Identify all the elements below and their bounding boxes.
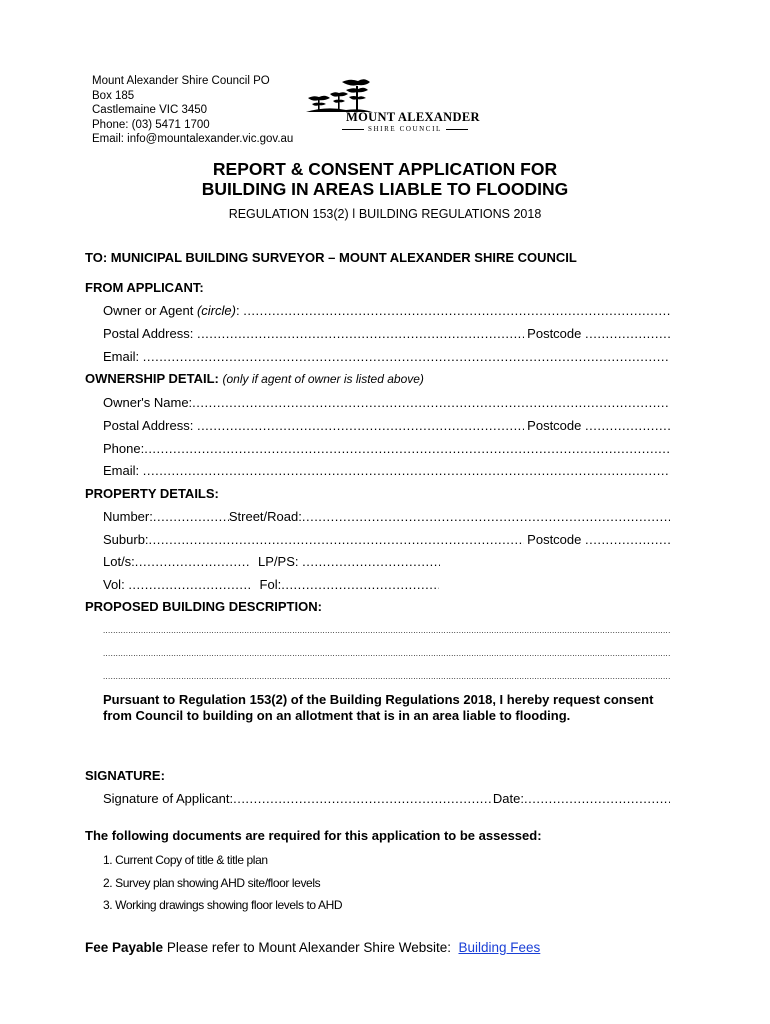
owner-phone-field[interactable] bbox=[103, 441, 670, 456]
postcode-fill-line[interactable] bbox=[585, 418, 670, 433]
owner-agent-label: Owner or Agent bbox=[103, 303, 194, 318]
fill-line[interactable] bbox=[144, 441, 670, 456]
address-line: Box 185 bbox=[92, 89, 135, 102]
lots-label: Lot/s: bbox=[103, 554, 135, 569]
postal-address-label: Postal Address: bbox=[103, 418, 194, 433]
fill-line[interactable] bbox=[143, 463, 670, 478]
owner-name-field[interactable] bbox=[103, 395, 670, 410]
email-label: Email: bbox=[103, 349, 140, 364]
fill-line[interactable] bbox=[302, 509, 670, 524]
signature-date-field[interactable] bbox=[103, 791, 670, 806]
owner-agent-note: (circle) bbox=[196, 303, 236, 318]
logo-name: MOUNT ALEXANDER bbox=[346, 110, 480, 124]
owner-or-agent-field[interactable] bbox=[103, 303, 670, 318]
building-fees-link[interactable]: Building Fees bbox=[458, 940, 541, 955]
ownership-detail-heading bbox=[85, 371, 424, 386]
fill-line[interactable] bbox=[197, 326, 524, 341]
applicant-email-field[interactable] bbox=[103, 349, 670, 364]
council-logo bbox=[306, 76, 484, 138]
postcode-fill-line[interactable] bbox=[585, 532, 670, 547]
fee-label: Fee Payable bbox=[85, 940, 164, 955]
to-surveyor-line: TO: MUNICIPAL BUILDING SURVEYOR – MOUNT ALEXANDER SHIRE COUNCIL bbox=[85, 250, 577, 265]
documents-heading: The following documents are required for this application to be assessed: bbox=[85, 828, 542, 843]
page-title-line1: REPORT & CONSENT APPLICATION FOR bbox=[212, 159, 558, 179]
fill-line[interactable] bbox=[197, 418, 524, 433]
lots-fill-line[interactable] bbox=[135, 554, 251, 569]
property-lot-field[interactable] bbox=[103, 554, 440, 569]
page-title-line2: BUILDING IN AREAS LIABLE TO FLOODING bbox=[201, 179, 569, 199]
fol-fill-line[interactable] bbox=[281, 577, 439, 592]
address-line: Mount Alexander Shire Council PO bbox=[92, 75, 270, 87]
postal-address-label: Postal Address: bbox=[103, 326, 194, 341]
description-fill-line[interactable] bbox=[103, 672, 670, 682]
fill-line[interactable] bbox=[149, 532, 524, 547]
document-item: 3. Working drawings showing floor levels to AHD bbox=[103, 898, 343, 912]
email-label: Email: bbox=[103, 463, 140, 478]
property-details-heading: PROPERTY DETAILS: bbox=[85, 486, 219, 501]
postcode-label: Postcode bbox=[527, 532, 582, 547]
date-fill-line[interactable] bbox=[524, 791, 670, 806]
suburb-label: Suburb: bbox=[103, 532, 149, 547]
vol-label: Vol: bbox=[103, 577, 125, 592]
address-line: Email: info@mountalexander.vic.gov.au bbox=[92, 133, 294, 145]
logo-subtitle: SHIRE COUNCIL bbox=[338, 125, 472, 133]
fee-payable-line bbox=[85, 940, 540, 955]
owner-postal-field[interactable] bbox=[103, 418, 670, 433]
owner-agent-colon: : bbox=[235, 303, 240, 318]
applicant-postal-field[interactable] bbox=[103, 326, 670, 341]
owner-name-label: Owner's Name: bbox=[103, 395, 193, 410]
fill-line[interactable] bbox=[143, 349, 670, 364]
from-applicant-heading: FROM APPLICANT: bbox=[85, 280, 204, 295]
ownership-note: (only if agent of owner is listed above) bbox=[222, 372, 424, 386]
council-address bbox=[92, 74, 293, 147]
phone-label: Phone: bbox=[103, 441, 145, 456]
date-label: Date: bbox=[492, 791, 524, 806]
fill-line[interactable] bbox=[192, 395, 670, 410]
description-fill-line[interactable] bbox=[103, 626, 670, 636]
address-line: Phone: (03) 5471 1700 bbox=[92, 118, 210, 131]
property-suburb-field[interactable] bbox=[103, 532, 670, 547]
lpps-fill-line[interactable] bbox=[302, 554, 440, 569]
fol-label: Fol: bbox=[259, 577, 282, 592]
document-item: 2. Survey plan showing AHD site/floor levels bbox=[103, 876, 321, 890]
document-item: 1. Current Copy of title & title plan bbox=[103, 853, 268, 867]
number-fill-line[interactable] bbox=[153, 509, 229, 524]
consent-statement: Pursuant to Regulation 153(2) of the Building Regulations 2018, I hereby request consent from Council to building on an allotment that is in an area liable to flooding. bbox=[103, 692, 654, 723]
signature-heading: SIGNATURE: bbox=[85, 768, 165, 783]
fill-line[interactable] bbox=[243, 303, 670, 318]
vol-fill-line[interactable] bbox=[128, 577, 252, 592]
description-fill-line[interactable] bbox=[103, 649, 670, 659]
proposed-description-heading: PROPOSED BUILDING DESCRIPTION: bbox=[85, 599, 322, 614]
property-vol-fol-field[interactable] bbox=[103, 577, 439, 592]
property-number-street-field[interactable] bbox=[103, 509, 670, 524]
postcode-label: Postcode bbox=[527, 418, 582, 433]
street-road-label: Street/Road: bbox=[228, 509, 302, 524]
owner-email-field[interactable] bbox=[103, 463, 670, 478]
number-label: Number: bbox=[103, 509, 153, 524]
signature-label: Signature of Applicant: bbox=[103, 791, 234, 806]
lpps-label: LP/PS: bbox=[258, 554, 299, 569]
fee-text: Please refer to Mount Alexander Shire Website: bbox=[166, 940, 451, 955]
regulation-subtitle: REGULATION 153(2) ǀ BUILDING REGULATIONS 2018 bbox=[228, 207, 542, 221]
address-line: Castlemaine VIC 3450 bbox=[92, 104, 208, 116]
ownership-heading-text: OWNERSHIP DETAIL: bbox=[85, 371, 219, 386]
postcode-label: Postcode bbox=[527, 326, 582, 341]
signature-fill-line[interactable] bbox=[233, 791, 493, 806]
postcode-fill-line[interactable] bbox=[585, 326, 670, 341]
